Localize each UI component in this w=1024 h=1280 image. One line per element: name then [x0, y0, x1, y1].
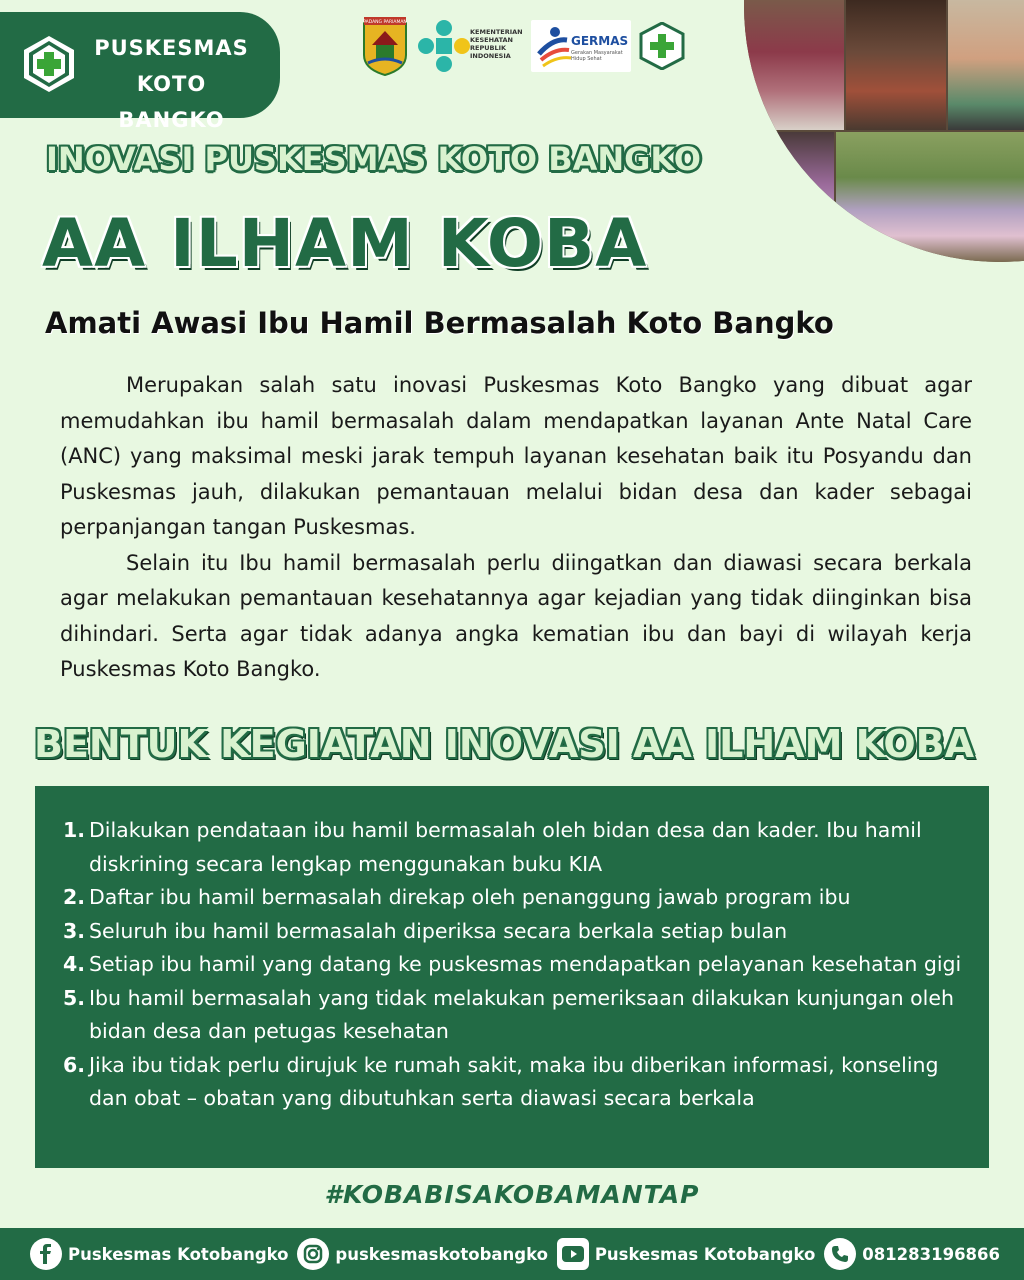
list-number: 4.	[63, 952, 86, 976]
kemenkes-logo	[418, 18, 523, 74]
instagram-label: puskesmaskotobangko	[335, 1244, 548, 1264]
kemenkes-text: KEMENTERIAN KESEHATAN REPUBLIK INDONESIA	[470, 28, 523, 60]
description-body	[60, 368, 972, 688]
list-number: 5.	[63, 985, 86, 1010]
facebook-label: Puskesmas Kotobangko	[68, 1244, 289, 1264]
photo-checkup	[744, 132, 834, 262]
list-number: 6.	[63, 1052, 86, 1077]
hashtag: #KOBABISAKOBAMANTAP	[324, 1180, 700, 1209]
list-item	[63, 948, 969, 982]
kemenkes-icon	[418, 18, 470, 74]
section-heading-activities: BENTUK KEGIATAN INOVASI AA ILHAM KOBA	[34, 722, 975, 766]
photo-group-outdoor	[836, 132, 1024, 262]
phone-label: 081283196866	[862, 1244, 1000, 1264]
list-item	[63, 915, 969, 949]
instagram-link[interactable]	[297, 1238, 548, 1270]
list-text: Dilakukan pendataan ibu hamil bermasalah oleh bidan desa dan kader. Ibu hamil diskrining secara lengkap menggunakan buku KIA	[89, 818, 922, 876]
photo-selfie	[948, 0, 1024, 130]
list-number: 3.	[63, 918, 86, 943]
youtube-link[interactable]	[557, 1238, 816, 1270]
partner-logos	[360, 16, 685, 76]
germas-figure-icon	[533, 20, 573, 72]
padang-pariaman-emblem-icon	[360, 15, 410, 77]
list-item	[63, 1049, 969, 1116]
puskesmas-cross-icon	[22, 35, 76, 93]
list-number: 2.	[63, 885, 86, 909]
heading-inovasi: INOVASI PUSKESMAS KOTO BANGKO	[46, 140, 701, 178]
phone-link[interactable]	[824, 1238, 1000, 1270]
paragraph-1: Merupakan salah satu inovasi Puskesmas Koto Bangko yang dibuat agar memudahkan ibu hamil bermasalah dalam mendapatkan layanan Ante Natal Care (ANC) yang maksimal meski jarak tempuh layanan kesehatan baik itu Posyandu dan Puskesmas jauh, dilakukan pemantauan melalui bidan desa dan kader sebagai perpanjangan tangan Puskesmas.	[60, 373, 972, 539]
list-text: Ibu hamil bermasalah yang tidak melakukan pemeriksaan dilakukan kunjungan oleh bidan desa dan petugas kesehatan	[89, 985, 954, 1043]
brand-banner	[0, 12, 280, 132]
footer-contacts	[0, 1228, 1024, 1280]
phone-icon	[824, 1238, 856, 1270]
youtube-icon	[557, 1238, 589, 1270]
germas-title: GERMAS	[571, 34, 629, 48]
instagram-icon	[297, 1238, 329, 1270]
activities-list	[63, 814, 969, 1116]
photo-home-visit	[846, 0, 946, 130]
list-text: Seluruh ibu hamil bermasalah diperiksa secara berkala setiap bulan	[89, 918, 788, 943]
puskesmas-small-logo-icon	[639, 22, 685, 70]
photo-women-group	[744, 0, 844, 130]
heading-main-title: AA ILHAM KOBA	[42, 205, 648, 282]
facebook-icon	[30, 1238, 62, 1270]
list-text: Jika ibu tidak perlu dirujuk ke rumah sakit, maka ibu diberikan informasi, konseling dan obat – obatan yang dibutuhkan serta diawasi secara berkala	[89, 1052, 939, 1110]
list-item	[63, 881, 969, 915]
list-number: 1.	[63, 818, 86, 842]
youtube-label: Puskesmas Kotobangko	[594, 1244, 816, 1264]
paragraph-2: Selain itu Ibu hamil bermasalah perlu diingatkan dan diawasi secara berkala agar melakukan pemantauan kesehatannya agar kejadian yang tidak diinginkan bisa dihindari. Serta agar tidak adanya angka kematian ibu dan bayi di wilayah kerja Puskesmas Koto Bangko.	[60, 550, 972, 681]
brand-line-2: KOTO BANGKO	[118, 72, 225, 132]
germas-subtitle: Gerakan Masyarakat Hidup Sehat	[571, 50, 623, 62]
photo-grid	[744, 0, 1024, 262]
list-item	[63, 982, 969, 1049]
activities-list-box	[35, 786, 989, 1168]
subtitle: Amati Awasi Ibu Hamil Bermasalah Koto Bangko	[45, 306, 834, 340]
germas-logo	[531, 20, 631, 72]
pariaman-label: PADANG PARIAMAN	[363, 20, 407, 25]
list-item	[63, 814, 969, 881]
photo-collage	[744, 0, 1024, 262]
brand-line-1: PUSKESMAS	[94, 36, 249, 60]
brand-name	[84, 30, 259, 138]
list-text: Setiap ibu hamil yang datang ke puskesmas mendapatkan pelayanan kesehatan gigi	[89, 952, 962, 976]
facebook-link[interactable]	[30, 1238, 289, 1270]
list-text: Daftar ibu hamil bermasalah direkap oleh penanggung jawab program ibu	[89, 885, 851, 909]
